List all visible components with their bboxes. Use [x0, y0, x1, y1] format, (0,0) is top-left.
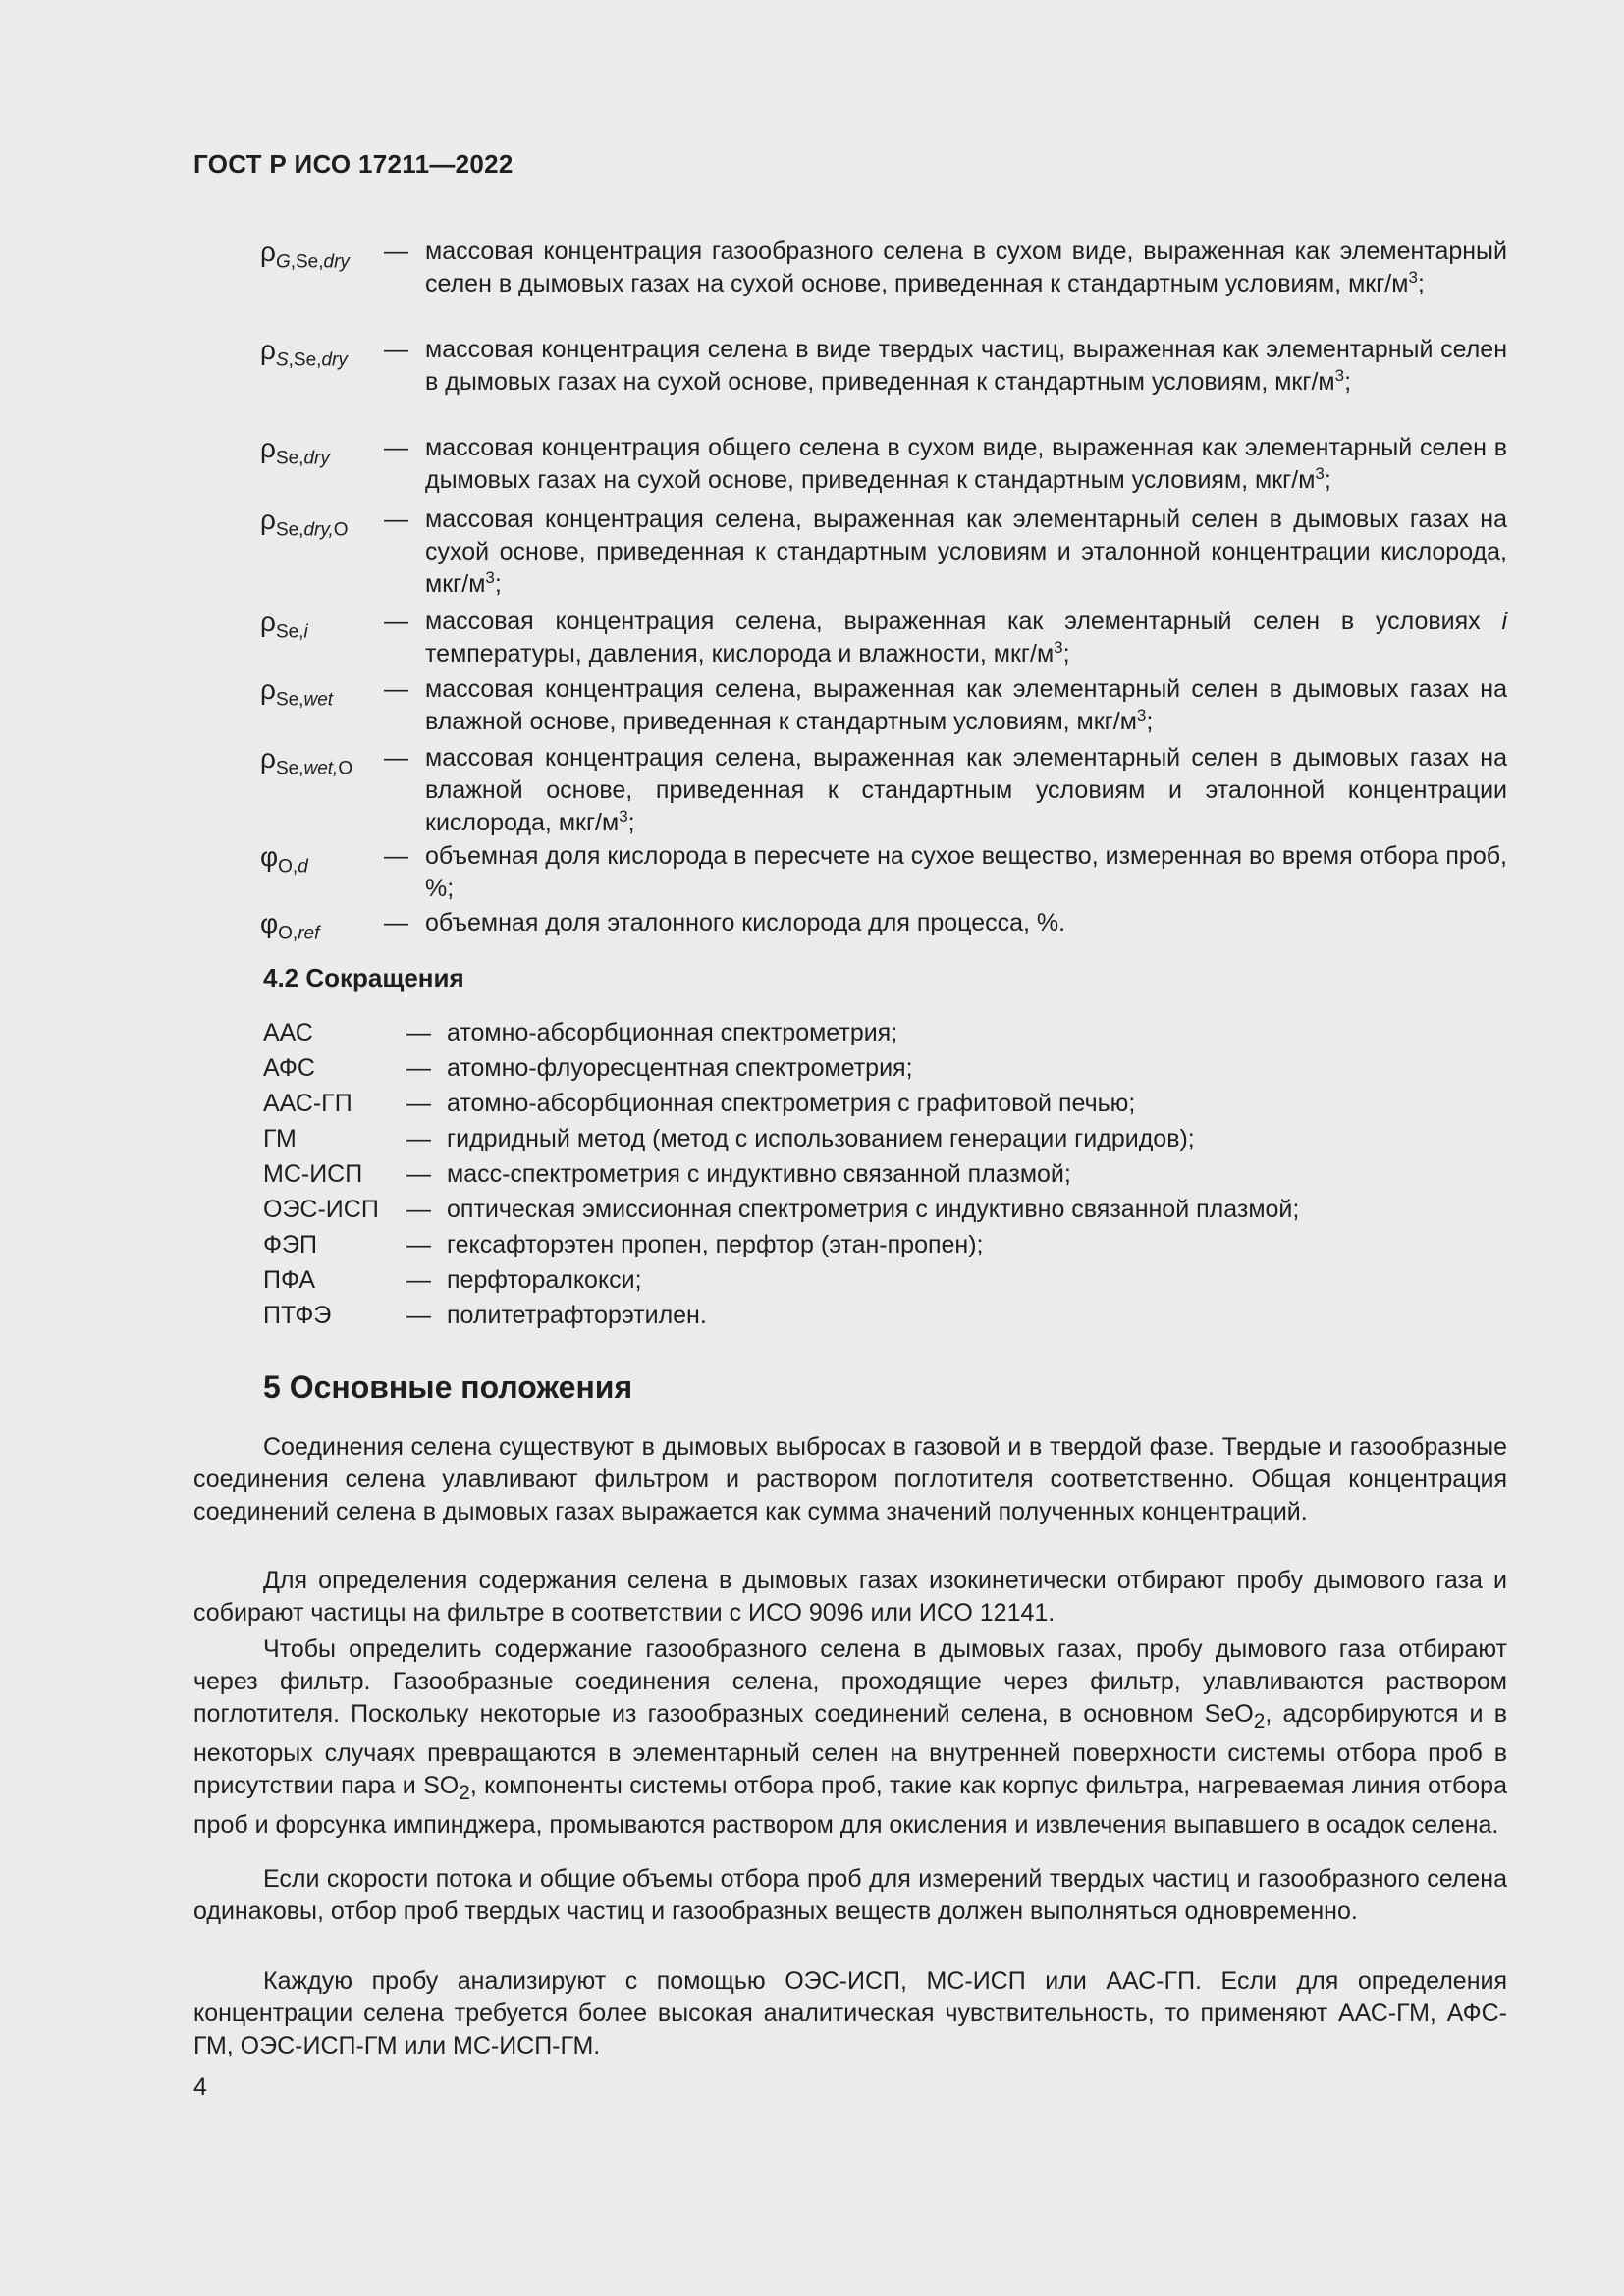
abbreviation-item — [263, 1088, 1135, 1120]
symbol-definition — [260, 673, 1507, 738]
symbol-description: массовая концентрация селена, выраженная как элементарный селен в дымовых газах на влажной основе, приведенная к стандартным условиям и эталонной концентрации кислорода, мкг/$м^3$; — [425, 744, 1507, 836]
symbol-description: массовая концентрация селена, выраженная как элементарный селен в дымовых газах на влажной основе, приведенная к стандартным условиям, мкг/$м^3$; — [425, 675, 1507, 735]
abbreviation-key: ПТФЭ — [263, 1302, 332, 1329]
symbol-description: массовая концентрация газообразного селена в сухом виде, выраженная как элементарный селен в дымовых газах на сухой основе, приведенная к стандартным условиям, мкг/$м^3$; — [425, 238, 1507, 297]
abbreviation-key: ААС — [263, 1019, 313, 1046]
abbreviation-item — [263, 1194, 1299, 1226]
abbreviation-item — [263, 1300, 707, 1332]
body-paragraph: Чтобы определить содержание газообразного селена в дымовых газах, пробу дымового газа отбирают через фильтр. Газообразные соединения селена, проходящие через фильтр, улавливаются раствором поглотителя. Поскольку некоторые из газообразных соединений селена, в основном SeO$_2$, адсорбируются и в некоторых случаях превращаются в элементарный селен на внутренней поверхности системы отбора проб в присутствии пара и $SO_2$, компоненты системы отбора проб, такие как корпус фильтра, нагреваемая линия отбора проб и форсунка импинджера, промываются раствором для окисления и извлечения выпавшего в осадок селена. — [193, 1635, 1507, 1839]
symbol-definition — [260, 742, 1507, 839]
symbol: $\rho_{Se,dry}$ — [260, 433, 330, 469]
abbreviation-text: политетрафторэтилен. — [447, 1302, 707, 1329]
abbreviation-dash: — — [406, 1266, 431, 1294]
definition-dash: — — [384, 744, 408, 772]
abbreviation-key: ОЭС-ИСП — [263, 1196, 379, 1223]
symbol: $\rho_{Se,i}$ — [260, 607, 308, 643]
symbol-definition — [260, 432, 1507, 497]
abbreviation-key: ГМ — [263, 1125, 297, 1152]
symbol-description: объемная доля кислорода в пересчете на сухое вещество, измеренная во время отбора проб, %; — [425, 842, 1507, 902]
body-paragraph: Соединения селена существуют в дымовых выбросах в газовой и в твердой фазе. Твердые и газообразные соединения селена улавливают фильтром и раствором поглотителя соответственно. Общая концентрация соединений селена в дымовых газах выражается как сумма значений полученных концентраций. — [193, 1433, 1507, 1525]
symbol-description: массовая концентрация селена в виде твердых частиц, выраженная как элементарный селен в дымовых газах на сухой основе, приведенная к стандартным условиям, мкг/$м^3$; — [425, 336, 1507, 396]
symbol: $\rho_{Se,wet}$ — [260, 674, 334, 711]
abbreviation-key: МС-ИСП — [263, 1160, 363, 1188]
symbol-description: массовая концентрация селена, выраженная как элементарный селен в условиях i температуры, давления, кислорода и влажности, мкг/$м^3$; — [425, 608, 1507, 667]
section-4-2-title: 4.2 Сокращения — [263, 963, 464, 992]
abbreviation-item — [263, 1052, 913, 1085]
abbreviation-key: ФЭП — [263, 1231, 317, 1258]
symbol: $\varphi_{O,ref}$ — [260, 908, 320, 944]
abbreviation-item — [263, 1264, 642, 1297]
abbreviation-dash: — — [406, 1302, 431, 1329]
symbol-definition — [260, 236, 1507, 300]
definition-dash: — — [384, 909, 408, 936]
document-header: ГОСТ Р ИСО 17211—2022 — [193, 149, 514, 179]
abbreviation-dash: — — [406, 1160, 431, 1188]
abbreviation-key: АФС — [263, 1054, 315, 1082]
definition-dash: — — [384, 506, 408, 533]
symbol-description: массовая концентрация селена, выраженная как элементарный селен в дымовых газах на сухой основе, приведенная к стандартным условиям и эталонной концентрации кислорода, мкг/$м^3$; — [425, 506, 1507, 598]
symbol-definition — [260, 907, 1507, 944]
abbreviation-text: масс-спектрометрия с индуктивно связанной плазмой; — [447, 1160, 1071, 1188]
definition-dash: — — [384, 608, 408, 635]
body-paragraph: Каждую пробу анализируют с помощью ОЭС-ИСП, МС-ИСП или ААС-ГП. Если для определения концентрации селена требуется более высокая аналитическая чувствительность, то применяют ААС-ГМ, АФС-ГМ, ОЭС-ИСП-ГМ или МС-ИСП-ГМ. — [193, 1967, 1507, 2059]
abbreviation-dash: — — [406, 1196, 431, 1223]
symbol-definition — [260, 840, 1507, 905]
symbol-description: объемная доля эталонного кислорода для процесса, %. — [425, 909, 1066, 936]
abbreviation-dash: — — [406, 1090, 431, 1117]
definition-dash: — — [384, 238, 408, 265]
symbol-description: массовая концентрация общего селена в сухом виде, выраженная как элементарный селен в дымовых газах на сухой основе, приведенная к стандартным условиям, мкг/$м^3$; — [425, 434, 1507, 494]
symbol: $\rho_{G,Se,dry}$ — [260, 237, 350, 273]
abbreviation-item — [263, 1017, 897, 1049]
symbol: $\varphi_{O,d}$ — [260, 841, 308, 878]
abbreviation-key: ПФА — [263, 1266, 316, 1294]
symbol: $\rho_{Se,wet,O}$ — [260, 743, 353, 779]
page-number: 4 — [193, 2073, 207, 2101]
definition-dash: — — [384, 336, 408, 363]
symbol: $\rho_{Se,dry,O}$ — [260, 505, 349, 541]
abbreviation-text: гидридный метод (метод с использованием генерации гидридов); — [447, 1125, 1195, 1152]
definition-dash: — — [384, 675, 408, 703]
abbreviation-text: атомно-абсорбционная спектрометрия с графитовой печью; — [447, 1090, 1136, 1117]
section-5-title: 5 Основные положения — [263, 1369, 633, 1405]
abbreviation-dash: — — [406, 1019, 431, 1046]
abbreviation-text: гексафторэтен пропен, перфтор (этан-пропен); — [447, 1231, 984, 1258]
abbreviation-item — [263, 1229, 984, 1261]
symbol: $\rho_{S,Se,dry}$ — [260, 335, 348, 371]
symbol-definition — [260, 504, 1507, 601]
abbreviation-dash: — — [406, 1054, 431, 1082]
abbreviation-key: ААС-ГП — [263, 1090, 352, 1117]
symbol-definition — [260, 606, 1507, 670]
abbreviation-dash: — — [406, 1231, 431, 1258]
abbreviation-item — [263, 1123, 1195, 1155]
definition-dash: — — [384, 434, 408, 461]
body-paragraph: Если скорости потока и общие объемы отбора проб для измерений твердых частиц и газообразного селена одинаковы, отбор проб твердых частиц и газообразных веществ должен выполняться одновременно. — [193, 1865, 1507, 1925]
abbreviation-text: атомно-флуоресцентная спектрометрия; — [447, 1054, 913, 1082]
abbreviation-text: перфторалкокси; — [447, 1266, 642, 1294]
symbol-definition — [260, 334, 1507, 399]
definition-dash: — — [384, 842, 408, 870]
abbreviation-text: атомно-абсорбционная спектрометрия; — [447, 1019, 898, 1046]
abbreviation-dash: — — [406, 1125, 431, 1152]
body-paragraph: Для определения содержания селена в дымовых газах изокинетически отбирают пробу дымового газа и собирают частицы на фильтре в соответствии с ИСО 9096 или ИСО 12141. — [193, 1567, 1507, 1627]
abbreviation-item — [263, 1158, 1071, 1191]
abbreviation-text: оптическая эмиссионная спектрометрия с индуктивно связанной плазмой; — [447, 1196, 1300, 1223]
